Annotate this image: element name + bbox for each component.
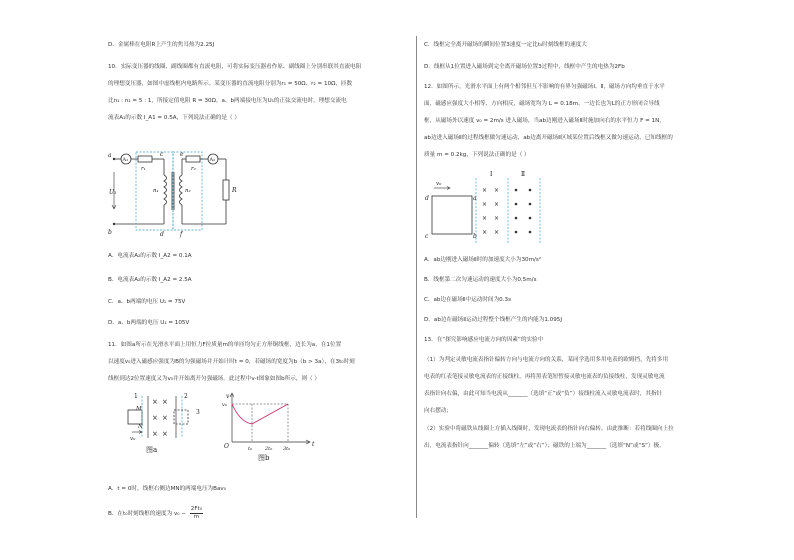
label-r1: r₁ <box>141 166 146 172</box>
svg-text:×: × <box>152 414 158 422</box>
q11-option-b <box>108 506 203 521</box>
option-d-q9: D．金属棒在电阻R上产生的焦耳热为2.25J <box>108 42 215 48</box>
q13-part2-line-1: （2）实验中将磁铁从线圈上方插入线圈时，发现电流表的指针向右偏转，由此推断：若将线圈向上拉 <box>424 426 674 432</box>
field-ii-dots <box>515 189 532 234</box>
label-3t0: 3t₀ <box>283 446 291 452</box>
field-i-crosses <box>482 187 499 236</box>
label-pos-1: 1 <box>134 393 138 400</box>
q13-part1-line-2: 电表的红表笔接灵敏电流表的正接线柱，再将黑表笔短暂接灵敏电流表的负接线柱，发现灵敏电流 <box>424 374 665 380</box>
label-r2: r₂ <box>191 166 196 172</box>
q12-line-4: ab边进入磁场Ⅱ的过程线框做匀速运动，ab边离开磁场Ⅱ区域某位置后线框又做匀速运动，已知线框的 <box>424 135 673 141</box>
label-t-axis: t <box>312 441 315 448</box>
q13-heading: 13．在“探究影响感应电流方向的因素”的实验中 <box>424 337 544 343</box>
label-a: a <box>473 195 477 202</box>
svg-text:×: × <box>482 215 488 222</box>
svg-text:×: × <box>162 398 168 406</box>
svg-text:×: × <box>494 215 500 222</box>
q12-line-5: 质量 m = 0.2kg，下列说法正确的是（ ） <box>424 152 530 158</box>
primary-coil <box>164 175 167 205</box>
column-divider <box>416 36 417 518</box>
label-e: e <box>180 151 184 158</box>
fraction-denominator: m <box>193 514 200 520</box>
q10-option-a: A．电流表A₂的示数 I_A2 = 0.1A <box>108 253 192 259</box>
svg-text:×: × <box>494 201 500 208</box>
svg-text:×: × <box>482 187 488 194</box>
q13-part2-line-2: 出，电流表指针向_______偏转（选填“左”或“右”）；磁铁的上端为_______（选填“N”或“S”）极。 <box>424 443 665 449</box>
q11-option-c: C．线框完全离开磁场的瞬间位置3速度一定比t₀时刻线框的速度大 <box>424 42 587 48</box>
label-n2: n₂ <box>185 188 191 194</box>
q11-line-3: 线框到达2位置速度又为v₀并开始离开匀强磁场。此过程中v-t图象如图b所示，则（ ） <box>108 376 321 382</box>
svg-text:×: × <box>152 430 158 438</box>
svg-text:×: × <box>482 229 488 236</box>
label-c: c <box>425 233 429 240</box>
q13-part1-line-1: （1）为判定灵敏电流表指针偏转方向与电流方向的关系，某同学选用多用电表的欧姆挡，先将多用 <box>424 357 669 363</box>
label-origin: O <box>224 443 229 450</box>
vt-curve <box>232 404 288 424</box>
label-r: R <box>232 187 237 194</box>
fraction <box>190 506 203 521</box>
figure-11b-vt-graph <box>218 390 318 462</box>
resistor-r1 <box>138 156 152 162</box>
svg-text:×: × <box>494 229 500 236</box>
svg-text:×: × <box>494 187 500 194</box>
q10-line-4: 流表A₁的示数 I_A1 = 0.5A，下列说法正确的是（ ） <box>108 115 240 121</box>
label-2t0: 2t₀ <box>265 446 273 452</box>
caption-b: 图b <box>258 454 270 462</box>
q12-line-2: 面，磁感应强度大小相等、方向相反，磁场宽均为 L = 0.18m。一边长也为L的正方形闭合导线 <box>424 101 660 107</box>
q12-option-d: D．ab边在磁场Ⅱ运动过程整个线框产生的内能为1.095J <box>424 317 562 323</box>
label-n: N <box>138 424 143 430</box>
q10-line-1: 10．实际变压器的线圈、副线圈都有直流电阻，可将实际变压器看作原、副线圈上分别串联其直流电阻 <box>108 64 362 70</box>
label-t0: t₀ <box>248 446 253 452</box>
figure-12-magnetic-fields <box>424 166 554 246</box>
magnetic-field-crosses <box>152 398 168 438</box>
label-v0: v₀ <box>130 436 136 442</box>
label-b: b <box>473 233 477 240</box>
label-f: f <box>180 231 183 238</box>
label-a: a <box>108 152 112 159</box>
q10-option-b: B．电流表A₂的示数 I_A2 = 2.5A <box>108 277 192 283</box>
q12-line-3: 框，从磁场外以速度 v₀ = 2m/s 进入磁场，当ab边刚进入磁场Ⅱ时施加向右的水平恒力 F = 1N， <box>424 118 665 124</box>
label-pos-3: 3 <box>196 409 200 416</box>
figure-11a <box>116 390 206 460</box>
label-u1: U₁ <box>109 189 117 196</box>
square-coil <box>432 196 472 234</box>
label-v0: v₀ <box>436 181 442 187</box>
q11-line-1: 11．如图a所示在光滑水平面上用恒力F拉质量m的单匝均匀正方形铜线框，边长为a，在1位置 <box>108 342 342 348</box>
q13-part1-line-3: 表指针向右偏，由此可知当电流从_______（选填“正”或“负”）接线柱流入灵敏电流表时，其指针 <box>424 391 663 397</box>
a1-label: A₁ <box>122 157 129 163</box>
label-d: d <box>425 195 429 202</box>
svg-text:×: × <box>152 398 158 406</box>
label-v0-axis: v₀ <box>222 402 227 408</box>
label-v-axis: v <box>226 393 230 400</box>
q11-option-d: D．线框从1位置进入磁场到完全离开磁场位置3过程中，线框中产生的电热为2Fb <box>424 64 625 70</box>
q11-option-b-text: B．在t₀时刻线框的速度为 v₀ − <box>108 511 187 517</box>
label-m: M <box>136 406 142 412</box>
transformer-circuit-figure <box>108 150 248 238</box>
fraction-numerator: 2Ft₀ <box>190 506 203 512</box>
svg-text:×: × <box>162 414 168 422</box>
q11-line-2: 以速度v₀进入磁感应强度为B的匀强磁场并开始计时t = 0，若磁场的宽度为b（b > 3a），在3t₀时刻 <box>108 359 355 365</box>
label-d: d <box>160 231 164 238</box>
q10-option-c: C．a、b两端的电压 U₁ = 75V <box>108 299 186 305</box>
svg-text:×: × <box>162 430 168 438</box>
label-field-i: Ⅰ <box>490 171 493 178</box>
label-c: c <box>160 151 164 158</box>
q12-option-a: A．ab边刚进入磁场Ⅱ时的加速度大小为30m/s² <box>424 257 542 263</box>
label-b: b <box>108 229 112 236</box>
secondary-coil <box>180 175 183 205</box>
q10-line-3: 比n₁ : n₂ = 5 : 1，所接定值电阻 R = 30Ω。a、b两端接电压为U₁的正弦交流电时，理想交流电 <box>108 98 347 104</box>
q11-option-a: A．t = 0时，线框右侧边MN的两端电压为Bav₀ <box>108 486 226 492</box>
label-field-ii: Ⅱ <box>521 171 526 178</box>
resistor-r <box>223 180 229 200</box>
a2-label: A₂ <box>209 157 216 163</box>
q13-part1-line-4: 向右摆动； <box>424 408 452 414</box>
caption-a: 图a <box>146 446 158 454</box>
square-frame <box>128 410 142 424</box>
q12-line-1: 12．如图所示，光滑水平面上有两个相邻但互不影响的有界匀强磁场Ⅰ、Ⅱ，磁场方向均垂直于水平 <box>424 84 665 90</box>
q10-line-2: 的理想变压器，如图中虚线框内电路所示。某变压器的直流电阻分别为r₁ = 50Ω、r₂ = 10Ω，匝数 <box>108 81 353 87</box>
q12-option-c: C．ab边在磁场Ⅱ中运动时间为0.3s <box>424 297 511 303</box>
label-n1: n₁ <box>153 188 159 194</box>
resistor-r2 <box>186 156 200 162</box>
label-pos-2: 2 <box>184 393 188 400</box>
q12-option-b: B．线框第二次匀速运动的速度大小为0.5m/s <box>424 277 537 283</box>
q10-option-d: D．a、b两端的电压 U₁ = 105V <box>108 320 190 326</box>
svg-text:×: × <box>482 201 488 208</box>
